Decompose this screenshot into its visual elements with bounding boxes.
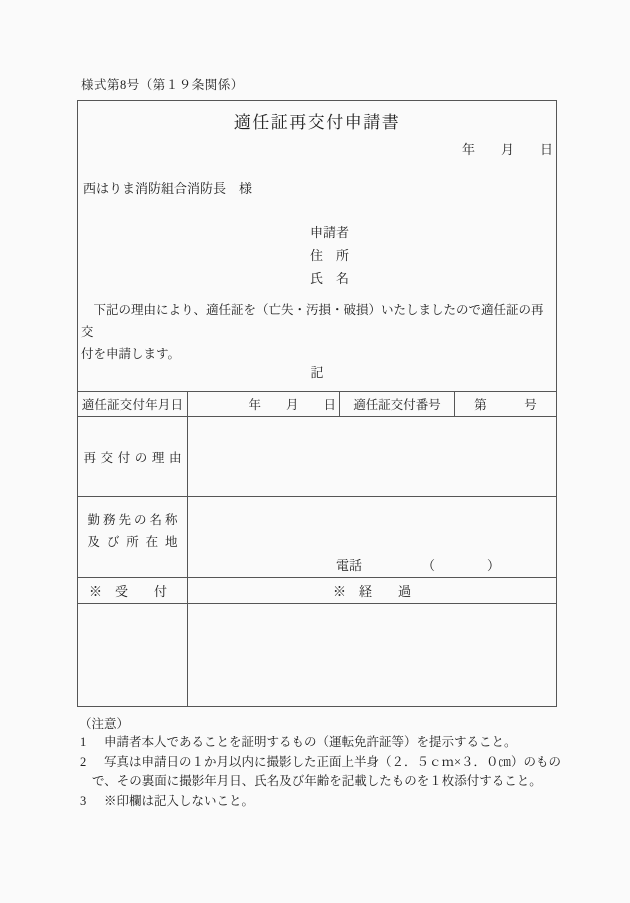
- reason-value-cell: [188, 417, 556, 496]
- workplace-label-line1: 勤務先の名称: [87, 513, 178, 527]
- ki-heading: 記: [310, 365, 324, 380]
- reception-label: ※ 受 付: [89, 584, 168, 599]
- reason-label: 再交付の理由: [83, 450, 182, 465]
- applicant-address-label: 住 所: [310, 248, 350, 263]
- note-2-text: 写真は申請日の１か月以内に撮影した正面上半身（２．５ｃｍ×３．０㎝）のもの: [104, 754, 562, 769]
- table-row-office-blank: [78, 603, 556, 706]
- reason-label-cell: [78, 417, 188, 496]
- applicant-block: [310, 221, 349, 290]
- reception-cell: [78, 578, 188, 603]
- issue-date-value-cell: [188, 392, 340, 416]
- note-item-3: [80, 792, 566, 812]
- table-row-office-use: [78, 577, 556, 603]
- phone-field: [336, 555, 500, 574]
- office-blank-right-cell: [188, 604, 556, 706]
- note-3-number: 3: [80, 794, 87, 809]
- note-item-1: [80, 733, 566, 753]
- notes-list: [80, 733, 566, 812]
- workplace-label-cell: [78, 497, 188, 577]
- applicant-name-label: 氏 名: [310, 271, 350, 286]
- phone-paren-open: （: [422, 558, 436, 573]
- application-form-box: [77, 100, 557, 707]
- date-field: 年 月 日: [461, 142, 553, 157]
- form-number-label: 様式第8号（第１９条関係）: [81, 78, 244, 92]
- applicant-label: 申請者: [310, 225, 350, 240]
- addressee-line: 西はりま消防組合消防長 様: [83, 181, 253, 196]
- body-line1: 下記の理由により、適任証を（亡失・汚損・破損）いたしましたので適任証の再交: [81, 303, 544, 339]
- table-row-reason: [78, 416, 556, 496]
- phone-label: 電話: [336, 558, 363, 573]
- body-paragraph: [81, 299, 554, 365]
- form-table: [78, 391, 556, 706]
- issue-date-value: 年 月 日: [248, 398, 336, 412]
- office-blank-left-cell: [78, 604, 188, 706]
- issue-number-value-cell: [455, 392, 556, 416]
- table-row-workplace: [78, 496, 556, 577]
- issue-date-label-cell: [78, 392, 188, 416]
- progress-label: ※ 経 過: [332, 584, 411, 599]
- workplace-label: [88, 509, 178, 553]
- progress-cell: [188, 578, 556, 603]
- issue-number-label-cell: [340, 392, 455, 416]
- workplace-label-line2: 及び所在地: [87, 535, 178, 549]
- issue-date-label: 適任証交付年月日: [81, 398, 184, 412]
- note-1-text: 申請者本人であることを証明するもの（運転免許証等）を提示すること。: [104, 735, 517, 749]
- issue-number-value: 第 号: [474, 398, 537, 412]
- note-2-text-line2: で、その裏面に撮影年月日、氏名及び年齢を記載したものを１枚添付すること。: [92, 774, 542, 789]
- body-line2: 付を申請します。: [81, 347, 181, 361]
- issue-number-label: 適任証交付番号: [353, 398, 441, 412]
- phone-paren-close: ）: [487, 558, 501, 573]
- workplace-value-cell: [188, 497, 556, 577]
- notes-heading: （注意）: [79, 717, 130, 731]
- note-2-number: 2: [80, 754, 87, 769]
- note-1-number: 1: [80, 735, 87, 749]
- note-item-2: [80, 753, 566, 792]
- note-3-text: ※印欄は記入しないこと。: [104, 794, 255, 809]
- form-title: 適任証再交付申請書: [233, 113, 401, 132]
- table-row-issue: [78, 391, 556, 416]
